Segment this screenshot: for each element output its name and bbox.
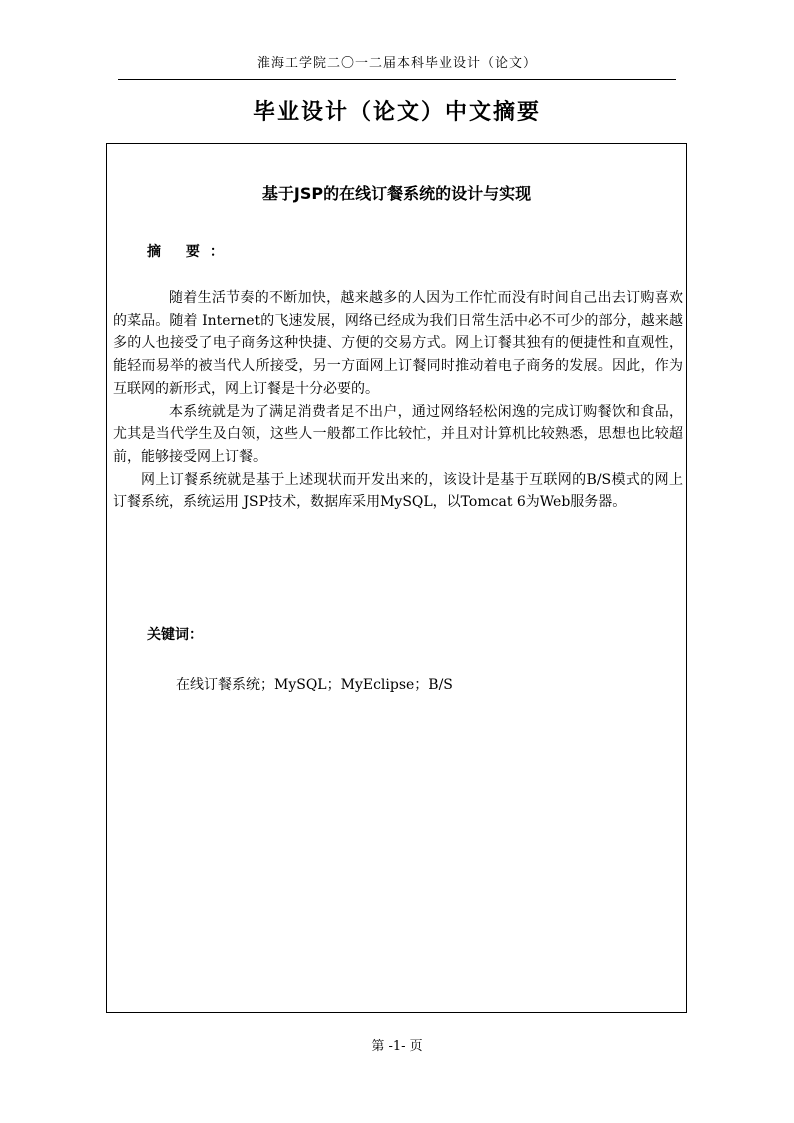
page-title: 毕业设计（论文）中文摘要: [252, 99, 541, 125]
keywords-text: 在线订餐系统；MySQL；MyEclipse；B/S: [176, 677, 453, 693]
abstract-paragraph: 网上订餐系统就是基于上述现状而开发出来的，该设计是基于互联网的B/S模式的网上订餐系统，系统运用 JSP技术，数据库采用MySQL，以Tomcat 6为Web服务器。: [113, 471, 683, 511]
thesis-title: 基于JSP的在线订餐系统的设计与实现: [261, 184, 532, 203]
abstract-label: 摘 要：: [147, 244, 234, 260]
keywords-label: 关键词：: [147, 627, 203, 643]
page-number: 第 -1- 页: [371, 1039, 423, 1054]
abstract-paragraph: 本系统就是为了满足消费者足不出户，通过网络轻松闲逸的完成订购餐饮和食品，尤其是当代学生及白领，这些人一般都工作比较忙，并且对计算机比较熟悉，思想也比较超前，能够接受网上订餐。: [113, 403, 683, 465]
abstract-body: [113, 287, 683, 514]
abstract-paragraph: 随着生活节奏的不断加快，越来越多的人因为工作忙而没有时间自己出去订购喜欢的菜品。随着 Internet的飞速发展，网络已经成为我们日常生活中必不可少的部分，越来越多的人也接受了电子商务这种快捷、方便的交易方式。网上订餐其独有的便捷性和直观性，能轻而易举的被当代人所接受，另一方面网上订餐同时推动着电子商务的发展。因此，作为互联网的新形式，网上订餐是十分必要的。: [113, 290, 683, 397]
header-divider: [118, 79, 676, 80]
abstract-box: [106, 143, 687, 1013]
running-header: 淮海工学院二〇一二届本科毕业设计（论文）: [256, 56, 537, 71]
